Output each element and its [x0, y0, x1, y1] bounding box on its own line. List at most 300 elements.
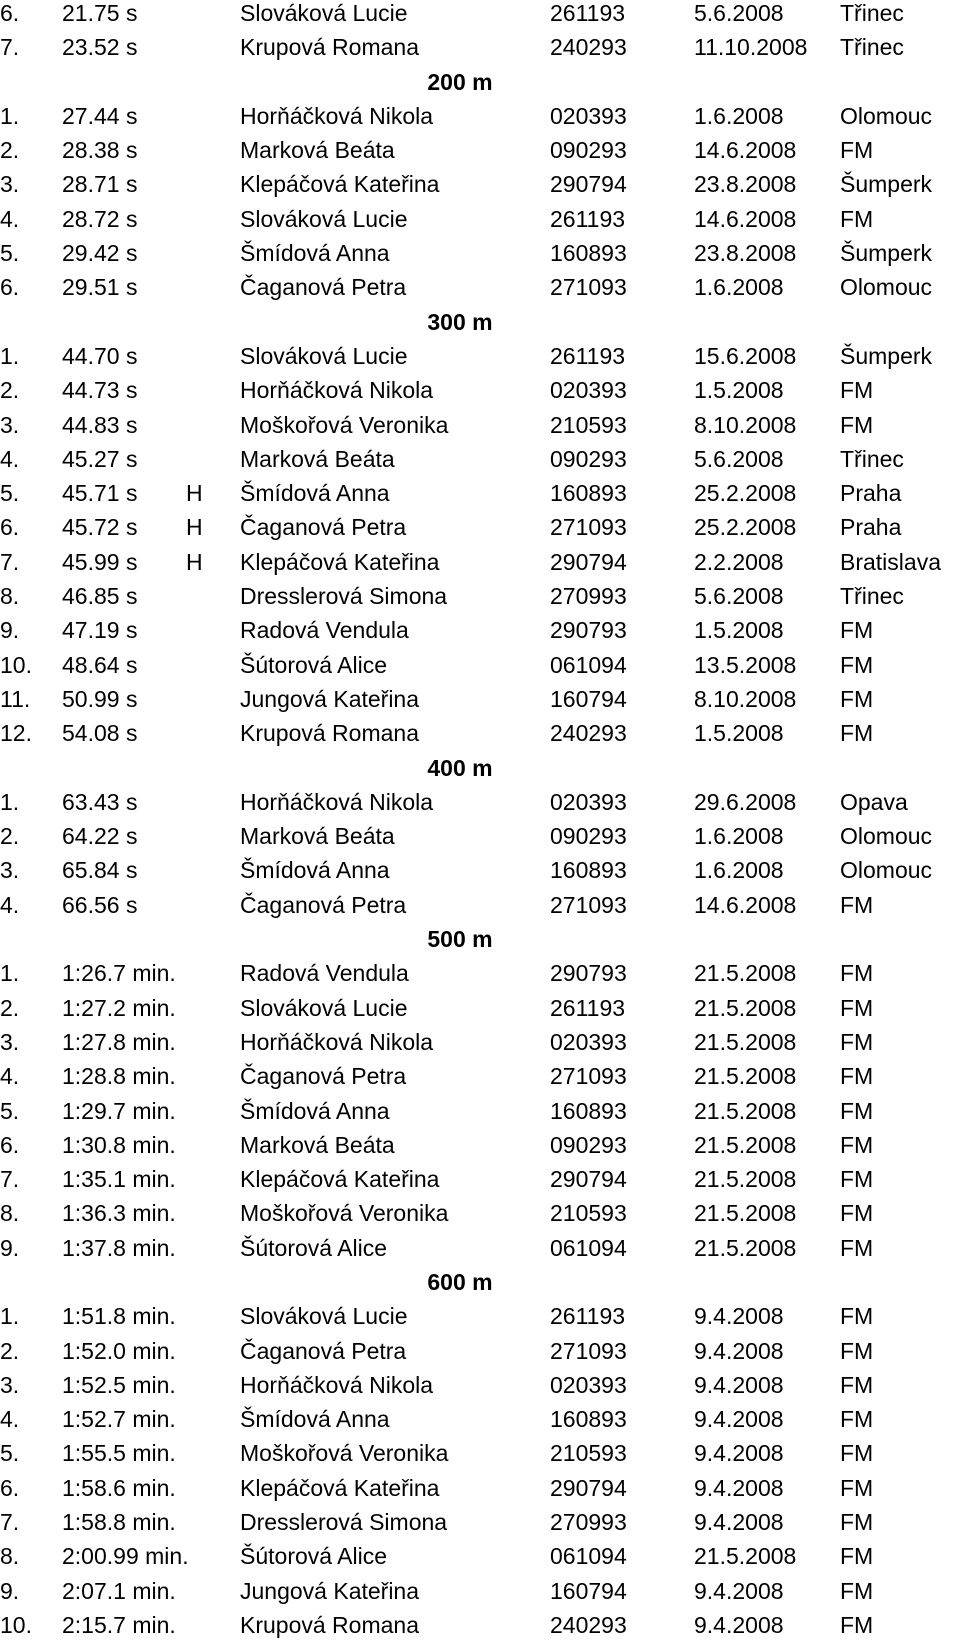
race-date-cell: 23.8.2008 — [694, 240, 797, 267]
race-date-cell: 5.6.2008 — [694, 445, 784, 472]
athlete-name-cell: Slováková Lucie — [240, 342, 408, 369]
rank-cell: 3. — [0, 1371, 20, 1398]
race-date-cell: 9.4.2008 — [694, 1406, 784, 1433]
rank-cell: 9. — [0, 617, 20, 644]
rank-cell: 5. — [0, 1097, 20, 1124]
result-row — [0, 1303, 960, 1337]
athlete-name-cell: Dresslerová Simona — [240, 583, 448, 610]
athlete-name-cell: Slováková Lucie — [240, 1303, 408, 1330]
result-row — [0, 1406, 960, 1440]
race-date-cell: 21.5.2008 — [694, 1028, 797, 1055]
rank-cell: 1. — [0, 102, 20, 129]
venue-cell: FM — [840, 1474, 874, 1501]
venue-cell: Olomouc — [840, 857, 933, 884]
result-row — [0, 892, 960, 926]
race-date-cell: 8.10.2008 — [694, 411, 797, 438]
venue-cell: Šumperk — [840, 342, 933, 369]
race-date-cell: 14.6.2008 — [694, 205, 797, 232]
result-row — [0, 1578, 960, 1612]
result-row — [0, 1543, 960, 1577]
birth-date-cell: 061094 — [550, 651, 627, 678]
venue-cell: FM — [840, 1097, 874, 1124]
athlete-name-cell: Čaganová Petra — [240, 1337, 407, 1364]
rank-cell: 2. — [0, 823, 20, 850]
race-date-cell: 9.4.2008 — [694, 1611, 784, 1638]
rank-cell: 6. — [0, 274, 20, 301]
birth-date-cell: 240293 — [550, 720, 627, 747]
venue-cell: FM — [840, 1440, 874, 1467]
athlete-name-cell: Šútorová Alice — [240, 651, 388, 678]
result-row — [0, 1063, 960, 1097]
event-heading: 200 m — [427, 68, 493, 95]
athlete-name-cell: Šútorová Alice — [240, 1543, 388, 1570]
rank-cell: 3. — [0, 171, 20, 198]
race-date-cell: 8.10.2008 — [694, 685, 797, 712]
birth-date-cell: 090293 — [550, 1131, 627, 1158]
rank-cell: 8. — [0, 1200, 20, 1227]
venue-cell: FM — [840, 720, 874, 747]
result-row — [0, 789, 960, 823]
time-cell: 27.44 s — [62, 102, 138, 129]
result-row — [0, 960, 960, 994]
race-date-cell: 1.6.2008 — [694, 102, 784, 129]
venue-cell: FM — [840, 617, 874, 644]
time-cell: 45.27 s — [62, 445, 138, 472]
venue-cell: FM — [840, 1131, 874, 1158]
rank-cell: 7. — [0, 1509, 20, 1536]
race-date-cell: 21.5.2008 — [694, 994, 797, 1021]
race-date-cell: 21.5.2008 — [694, 960, 797, 987]
event-heading: 300 m — [427, 308, 493, 335]
time-cell: 1:28.8 min. — [62, 1063, 176, 1090]
athlete-name-cell: Šmídová Anna — [240, 480, 390, 507]
race-date-cell: 14.6.2008 — [694, 891, 797, 918]
time-cell: 66.56 s — [62, 891, 138, 918]
race-date-cell: 1.5.2008 — [694, 720, 784, 747]
rank-cell: 4. — [0, 445, 20, 472]
rank-cell: 1. — [0, 960, 20, 987]
venue-cell: Šumperk — [840, 171, 933, 198]
time-cell: 28.71 s — [62, 171, 138, 198]
venue-cell: Olomouc — [840, 823, 933, 850]
rank-cell: 9. — [0, 1234, 20, 1261]
birth-date-cell: 090293 — [550, 445, 627, 472]
venue-cell: FM — [840, 1303, 874, 1330]
result-row — [0, 1200, 960, 1234]
rank-cell: 7. — [0, 548, 20, 575]
venue-cell: Třinec — [840, 583, 904, 610]
athlete-name-cell: Marková Beáta — [240, 137, 395, 164]
athlete-name-cell: Slováková Lucie — [240, 994, 408, 1021]
venue-cell: FM — [840, 891, 874, 918]
rank-cell: 1. — [0, 1303, 20, 1330]
venue-cell: FM — [840, 994, 874, 1021]
race-date-cell: 1.6.2008 — [694, 857, 784, 884]
time-cell: 1:37.8 min. — [62, 1234, 176, 1261]
race-date-cell: 21.5.2008 — [694, 1543, 797, 1570]
athlete-name-cell: Čaganová Petra — [240, 274, 407, 301]
rank-cell: 10. — [0, 1611, 32, 1638]
result-row — [0, 549, 960, 583]
athlete-name-cell: Moškořová Veronika — [240, 411, 449, 438]
race-date-cell: 9.4.2008 — [694, 1303, 784, 1330]
birth-date-cell: 160893 — [550, 1097, 627, 1124]
venue-cell: Opava — [840, 788, 908, 815]
time-cell: 1:58.6 min. — [62, 1474, 176, 1501]
result-row — [0, 1475, 960, 1509]
time-cell: 64.22 s — [62, 823, 138, 850]
birth-date-cell: 061094 — [550, 1543, 627, 1570]
venue-cell: Praha — [840, 514, 902, 541]
race-date-cell: 21.5.2008 — [694, 1097, 797, 1124]
race-date-cell: 1.5.2008 — [694, 377, 784, 404]
athlete-name-cell: Šmídová Anna — [240, 1406, 390, 1433]
event-heading: 500 m — [427, 926, 493, 953]
time-cell: 2:15.7 min. — [62, 1611, 176, 1638]
time-cell: 44.70 s — [62, 342, 138, 369]
birth-date-cell: 210593 — [550, 1200, 627, 1227]
hand-timing-cell: H — [186, 514, 203, 541]
result-row — [0, 137, 960, 171]
time-cell: 1:52.5 min. — [62, 1371, 176, 1398]
venue-cell: FM — [840, 651, 874, 678]
time-cell: 44.73 s — [62, 377, 138, 404]
athlete-name-cell: Čaganová Petra — [240, 1063, 407, 1090]
result-row — [0, 514, 960, 548]
race-date-cell: 15.6.2008 — [694, 342, 797, 369]
athlete-name-cell: Horňáčková Nikola — [240, 788, 434, 815]
athlete-name-cell: Jungová Kateřina — [240, 685, 420, 712]
race-date-cell: 9.4.2008 — [694, 1440, 784, 1467]
athlete-name-cell: Horňáčková Nikola — [240, 102, 434, 129]
birth-date-cell: 290794 — [550, 548, 627, 575]
time-cell: 1:52.0 min. — [62, 1337, 176, 1364]
race-date-cell: 11.10.2008 — [694, 34, 808, 61]
result-row — [0, 206, 960, 240]
result-row — [0, 240, 960, 274]
athlete-name-cell: Marková Beáta — [240, 823, 395, 850]
result-row — [0, 1440, 960, 1474]
result-row — [0, 1235, 960, 1269]
birth-date-cell: 270993 — [550, 583, 627, 610]
athlete-name-cell: Marková Beáta — [240, 445, 395, 472]
birth-date-cell: 160794 — [550, 1577, 627, 1604]
time-cell: 2:07.1 min. — [62, 1577, 176, 1604]
time-cell: 1:36.3 min. — [62, 1200, 176, 1227]
race-date-cell: 9.4.2008 — [694, 1509, 784, 1536]
venue-cell: FM — [840, 205, 874, 232]
athlete-name-cell: Krupová Romana — [240, 34, 419, 61]
event-section — [0, 0, 960, 69]
rank-cell: 4. — [0, 1406, 20, 1433]
birth-date-cell: 271093 — [550, 514, 627, 541]
race-date-cell: 21.5.2008 — [694, 1131, 797, 1158]
birth-date-cell: 270993 — [550, 1509, 627, 1536]
result-row — [0, 617, 960, 651]
rank-cell: 5. — [0, 240, 20, 267]
result-row — [0, 343, 960, 377]
result-row — [0, 1612, 960, 1646]
venue-cell: FM — [840, 1234, 874, 1261]
race-date-cell: 1.5.2008 — [694, 617, 784, 644]
birth-date-cell: 240293 — [550, 1611, 627, 1638]
result-row — [0, 995, 960, 1029]
venue-cell: Šumperk — [840, 240, 933, 267]
result-row — [0, 0, 960, 34]
time-cell: 28.38 s — [62, 137, 138, 164]
birth-date-cell: 160893 — [550, 480, 627, 507]
race-date-cell: 23.8.2008 — [694, 171, 797, 198]
birth-date-cell: 160893 — [550, 857, 627, 884]
rank-cell: 6. — [0, 1131, 20, 1158]
venue-cell: Třinec — [840, 445, 904, 472]
time-cell: 29.42 s — [62, 240, 138, 267]
venue-cell: FM — [840, 137, 874, 164]
venue-cell: FM — [840, 411, 874, 438]
athlete-name-cell: Horňáčková Nikola — [240, 1028, 434, 1055]
venue-cell: FM — [840, 960, 874, 987]
athlete-name-cell: Klepáčová Kateřina — [240, 1166, 440, 1193]
venue-cell: FM — [840, 685, 874, 712]
athlete-name-cell: Horňáčková Nikola — [240, 377, 434, 404]
time-cell: 2:00.99 min. — [62, 1543, 189, 1570]
result-row — [0, 103, 960, 137]
athlete-name-cell: Šmídová Anna — [240, 1097, 390, 1124]
rank-cell: 11. — [0, 685, 31, 712]
time-cell: 65.84 s — [62, 857, 138, 884]
birth-date-cell: 020393 — [550, 788, 627, 815]
athlete-name-cell: Čaganová Petra — [240, 891, 407, 918]
birth-date-cell: 290794 — [550, 171, 627, 198]
birth-date-cell: 020393 — [550, 1028, 627, 1055]
venue-cell: Praha — [840, 480, 902, 507]
rank-cell: 2. — [0, 377, 20, 404]
race-date-cell: 9.4.2008 — [694, 1371, 784, 1398]
venue-cell: FM — [840, 1509, 874, 1536]
birth-date-cell: 261193 — [550, 342, 626, 369]
venue-cell: FM — [840, 1611, 874, 1638]
hand-timing-cell: H — [186, 548, 203, 575]
result-row — [0, 480, 960, 514]
birth-date-cell: 020393 — [550, 102, 627, 129]
rank-cell: 3. — [0, 1028, 20, 1055]
rank-cell: 8. — [0, 583, 20, 610]
time-cell: 1:52.7 min. — [62, 1406, 176, 1433]
rank-cell: 7. — [0, 34, 20, 61]
rank-cell: 6. — [0, 0, 20, 26]
result-row — [0, 857, 960, 891]
birth-date-cell: 290794 — [550, 1474, 627, 1501]
time-cell: 63.43 s — [62, 788, 138, 815]
athlete-name-cell: Klepáčová Kateřina — [240, 171, 440, 198]
rank-cell: 2. — [0, 994, 20, 1021]
rank-cell: 10. — [0, 651, 32, 678]
rank-cell: 9. — [0, 1577, 20, 1604]
rank-cell: 3. — [0, 857, 20, 884]
birth-date-cell: 261193 — [550, 994, 626, 1021]
birth-date-cell: 271093 — [550, 891, 627, 918]
time-cell: 45.72 s — [62, 514, 138, 541]
time-cell: 1:35.1 min. — [62, 1166, 176, 1193]
event-heading: 400 m — [427, 754, 493, 781]
result-row — [0, 823, 960, 857]
time-cell: 21.75 s — [62, 0, 138, 26]
athlete-name-cell: Slováková Lucie — [240, 205, 408, 232]
rank-cell: 2. — [0, 137, 20, 164]
birth-date-cell: 290794 — [550, 1166, 627, 1193]
rank-cell: 4. — [0, 1063, 20, 1090]
time-cell: 1:30.8 min. — [62, 1131, 176, 1158]
rank-cell: 4. — [0, 205, 20, 232]
event-section — [0, 1269, 960, 1646]
result-row — [0, 1372, 960, 1406]
birth-date-cell: 160794 — [550, 685, 627, 712]
venue-cell: Třinec — [840, 0, 904, 26]
result-row — [0, 1098, 960, 1132]
race-date-cell: 29.6.2008 — [694, 788, 797, 815]
result-row — [0, 1132, 960, 1166]
athlete-name-cell: Klepáčová Kateřina — [240, 1474, 440, 1501]
birth-date-cell: 090293 — [550, 137, 627, 164]
birth-date-cell: 160893 — [550, 1406, 627, 1433]
birth-date-cell: 061094 — [550, 1234, 627, 1261]
venue-cell: Olomouc — [840, 274, 933, 301]
athlete-name-cell: Čaganová Petra — [240, 514, 407, 541]
result-row — [0, 171, 960, 205]
birth-date-cell: 271093 — [550, 1337, 627, 1364]
hand-timing-cell: H — [186, 480, 203, 507]
athlete-name-cell: Šútorová Alice — [240, 1234, 388, 1261]
birth-date-cell: 271093 — [550, 1063, 627, 1090]
rank-cell: 2. — [0, 1337, 20, 1364]
venue-cell: FM — [840, 1577, 874, 1604]
birth-date-cell: 261193 — [550, 1303, 626, 1330]
time-cell: 23.52 s — [62, 34, 138, 61]
result-row — [0, 446, 960, 480]
athlete-name-cell: Dresslerová Simona — [240, 1509, 448, 1536]
birth-date-cell: 160893 — [550, 240, 627, 267]
venue-cell: FM — [840, 1166, 874, 1193]
athlete-name-cell: Marková Beáta — [240, 1131, 395, 1158]
athlete-name-cell: Klepáčová Kateřina — [240, 548, 440, 575]
venue-cell: FM — [840, 377, 874, 404]
result-row — [0, 1029, 960, 1063]
birth-date-cell: 271093 — [550, 274, 627, 301]
athlete-name-cell: Moškořová Veronika — [240, 1440, 449, 1467]
result-row — [0, 583, 960, 617]
time-cell: 1:51.8 min. — [62, 1303, 176, 1330]
birth-date-cell: 290793 — [550, 960, 627, 987]
athlete-name-cell: Jungová Kateřina — [240, 1577, 420, 1604]
race-date-cell: 21.5.2008 — [694, 1166, 797, 1193]
race-date-cell: 21.5.2008 — [694, 1200, 797, 1227]
birth-date-cell: 210593 — [550, 1440, 627, 1467]
rank-cell: 7. — [0, 1166, 20, 1193]
event-section — [0, 755, 960, 926]
race-date-cell: 21.5.2008 — [694, 1063, 797, 1090]
result-row — [0, 1338, 960, 1372]
result-row — [0, 377, 960, 411]
event-section — [0, 69, 960, 309]
result-row — [0, 686, 960, 720]
race-date-cell: 13.5.2008 — [694, 651, 797, 678]
rank-cell: 6. — [0, 1474, 20, 1501]
time-cell: 1:27.8 min. — [62, 1028, 176, 1055]
venue-cell: Bratislava — [840, 548, 941, 575]
rank-cell: 12. — [0, 720, 32, 747]
race-date-cell: 9.4.2008 — [694, 1474, 784, 1501]
result-row — [0, 412, 960, 446]
time-cell: 1:26.7 min. — [62, 960, 176, 987]
rank-cell: 6. — [0, 514, 20, 541]
birth-date-cell: 020393 — [550, 377, 627, 404]
athlete-name-cell: Horňáčková Nikola — [240, 1371, 434, 1398]
race-date-cell: 1.6.2008 — [694, 274, 784, 301]
venue-cell: FM — [840, 1063, 874, 1090]
venue-cell: FM — [840, 1200, 874, 1227]
time-cell: 50.99 s — [62, 685, 138, 712]
athlete-name-cell: Krupová Romana — [240, 1611, 419, 1638]
venue-cell: Olomouc — [840, 102, 933, 129]
venue-cell: Třinec — [840, 34, 904, 61]
race-date-cell: 9.4.2008 — [694, 1577, 784, 1604]
birth-date-cell: 240293 — [550, 34, 627, 61]
time-cell: 28.72 s — [62, 205, 138, 232]
time-cell: 46.85 s — [62, 583, 138, 610]
time-cell: 1:55.5 min. — [62, 1440, 176, 1467]
event-heading: 600 m — [427, 1268, 493, 1295]
time-cell: 54.08 s — [62, 720, 138, 747]
athlete-name-cell: Moškořová Veronika — [240, 1200, 449, 1227]
rank-cell: 1. — [0, 342, 20, 369]
venue-cell: FM — [840, 1337, 874, 1364]
result-row — [0, 652, 960, 686]
race-date-cell: 25.2.2008 — [694, 514, 797, 541]
race-date-cell: 21.5.2008 — [694, 1234, 797, 1261]
race-date-cell: 9.4.2008 — [694, 1337, 784, 1364]
result-row — [0, 1166, 960, 1200]
birth-date-cell: 020393 — [550, 1371, 627, 1398]
athlete-name-cell: Slováková Lucie — [240, 0, 408, 26]
time-cell: 44.83 s — [62, 411, 138, 438]
rank-cell: 4. — [0, 891, 20, 918]
venue-cell: FM — [840, 1371, 874, 1398]
birth-date-cell: 210593 — [550, 411, 627, 438]
venue-cell: FM — [840, 1543, 874, 1570]
rank-cell: 5. — [0, 1440, 20, 1467]
birth-date-cell: 261193 — [550, 0, 626, 26]
athlete-name-cell: Radová Vendula — [240, 617, 409, 644]
result-row — [0, 1509, 960, 1543]
birth-date-cell: 090293 — [550, 823, 627, 850]
time-cell: 1:27.2 min. — [62, 994, 176, 1021]
athlete-name-cell: Šmídová Anna — [240, 857, 390, 884]
venue-cell: FM — [840, 1406, 874, 1433]
race-date-cell: 25.2.2008 — [694, 480, 797, 507]
event-section — [0, 926, 960, 1269]
rank-cell: 5. — [0, 480, 20, 507]
rank-cell: 8. — [0, 1543, 20, 1570]
birth-date-cell: 261193 — [550, 205, 626, 232]
athlete-name-cell: Krupová Romana — [240, 720, 419, 747]
time-cell: 45.99 s — [62, 548, 138, 575]
result-row — [0, 34, 960, 68]
result-row — [0, 274, 960, 308]
rank-cell: 3. — [0, 411, 20, 438]
time-cell: 1:29.7 min. — [62, 1097, 176, 1124]
race-date-cell: 2.2.2008 — [694, 548, 784, 575]
time-cell: 47.19 s — [62, 617, 138, 644]
